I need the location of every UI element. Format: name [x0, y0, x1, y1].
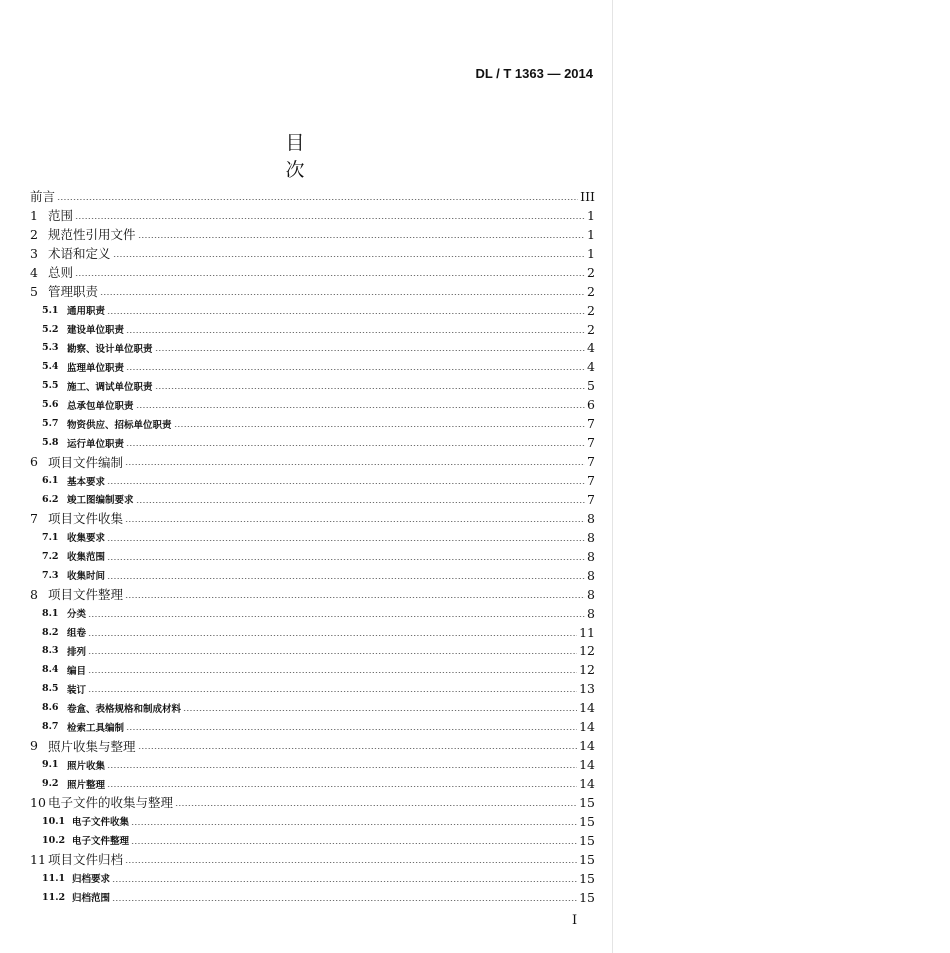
toc-dot-leader — [126, 369, 585, 370]
toc-dot-leader — [107, 559, 585, 560]
toc-entry-page: 7 — [587, 435, 595, 451]
toc-entry[interactable] — [30, 263, 595, 282]
toc-entry[interactable] — [30, 585, 595, 604]
toc-entry[interactable] — [30, 490, 595, 509]
toc-entry-label: 收集范围 — [67, 552, 106, 564]
toc-entry-page: 14 — [579, 776, 595, 792]
toc-entry-number: 1 — [30, 207, 38, 223]
toc-entry-page: 14 — [579, 757, 595, 773]
toc-entry[interactable] — [30, 357, 595, 376]
page-title: 目 次 — [285, 132, 335, 181]
toc-dot-leader — [138, 748, 578, 749]
toc-dot-leader — [88, 653, 577, 654]
toc-entry[interactable] — [30, 755, 595, 774]
toc-entry-label: 基本要求 — [67, 476, 106, 488]
toc-entry-page: 7 — [587, 454, 595, 470]
toc-entry-page: 8 — [587, 567, 595, 583]
toc-entry-label: 排列 — [67, 646, 87, 658]
toc-entry[interactable] — [30, 320, 595, 339]
blank-facing-page — [613, 0, 950, 953]
toc-entry-page: 14 — [579, 738, 595, 754]
toc-entry-label: 总则 — [48, 265, 74, 281]
toc-entry[interactable] — [30, 812, 595, 831]
toc-entry-page: 8 — [587, 548, 595, 564]
toc-entry-page: 1 — [587, 226, 595, 242]
toc-entry-label: 竣工图编制要求 — [67, 495, 134, 507]
toc-entry-page: 12 — [579, 643, 595, 659]
toc-entry-page: III — [580, 188, 595, 204]
toc-entry-number: 5.1 — [42, 304, 59, 316]
toc-entry-number: 8.6 — [42, 702, 59, 714]
toc-dot-leader — [155, 350, 586, 351]
toc-entry-page: 2 — [587, 302, 595, 318]
toc-entry-number: 7.2 — [42, 550, 59, 562]
toc-entry[interactable] — [30, 187, 595, 206]
page-number: I — [572, 913, 578, 928]
toc-entry-number: 8.4 — [42, 664, 59, 676]
toc-dot-leader — [112, 881, 577, 882]
toc-entry-number: 4 — [30, 264, 38, 280]
toc-entry-page: 15 — [579, 851, 595, 867]
toc-entry[interactable] — [30, 206, 595, 225]
toc-entry[interactable] — [30, 698, 595, 717]
toc-entry-number: 6.1 — [42, 475, 59, 487]
toc-dot-leader — [136, 502, 586, 503]
toc-entry-number: 7.3 — [42, 569, 59, 581]
table-of-contents — [30, 187, 595, 907]
toc-entry-label: 电子文件的收集与整理 — [48, 795, 174, 811]
toc-dot-leader — [107, 578, 585, 579]
toc-dot-leader — [88, 635, 577, 636]
toc-entry-label: 项目文件收集 — [48, 511, 124, 527]
toc-entry-label: 运行单位职责 — [67, 438, 125, 450]
toc-dot-leader — [131, 843, 577, 844]
toc-entry[interactable] — [30, 660, 595, 679]
toc-dot-leader — [88, 672, 577, 673]
toc-entry[interactable] — [30, 339, 595, 358]
toc-dot-leader — [113, 256, 586, 257]
toc-dot-leader — [126, 332, 585, 333]
toc-entry-label: 物资供应、招标单位职责 — [67, 419, 172, 431]
toc-entry-number: 5.6 — [42, 399, 59, 411]
toc-entry-label: 监理单位职责 — [67, 362, 125, 374]
toc-entry-label: 管理职责 — [48, 284, 99, 300]
toc-entry-number: 9 — [30, 738, 38, 754]
toc-entry-label: 装订 — [67, 684, 87, 696]
toc-entry-number: 10 — [30, 794, 46, 810]
toc-entry-label: 术语和定义 — [48, 246, 111, 262]
toc-entry-label: 组卷 — [67, 628, 87, 640]
toc-entry-page: 15 — [579, 813, 595, 829]
toc-entry-number: 8 — [30, 586, 38, 602]
toc-entry-page: 7 — [587, 473, 595, 489]
toc-entry-label: 分类 — [67, 609, 87, 621]
toc-dot-leader — [107, 786, 577, 787]
toc-dot-leader — [57, 199, 578, 200]
toc-entry[interactable] — [30, 566, 595, 585]
toc-entry-page: 7 — [587, 416, 595, 432]
toc-entry[interactable] — [30, 414, 595, 433]
toc-entry-page: 15 — [579, 889, 595, 905]
toc-entry-number: 7.1 — [42, 531, 59, 543]
toc-dot-leader — [131, 824, 577, 825]
toc-entry-label: 照片收集与整理 — [48, 738, 136, 754]
toc-dot-leader — [107, 483, 585, 484]
toc-entry-number: 8.2 — [42, 626, 59, 638]
toc-dot-leader — [100, 294, 585, 295]
toc-dot-leader — [88, 616, 585, 617]
toc-entry[interactable] — [30, 774, 595, 793]
toc-entry-page: 8 — [587, 586, 595, 602]
toc-entry[interactable] — [30, 623, 595, 642]
toc-entry[interactable] — [30, 793, 595, 812]
toc-entry-page: 2 — [587, 264, 595, 280]
toc-entry-page: 2 — [587, 321, 595, 337]
toc-entry-number: 10.2 — [42, 834, 66, 846]
toc-dot-leader — [183, 710, 577, 711]
toc-entry-number: 5.8 — [42, 437, 59, 449]
toc-entry-page: 14 — [579, 700, 595, 716]
toc-entry-label: 勘察、设计单位职责 — [67, 343, 153, 355]
toc-entry-number: 8.7 — [42, 721, 59, 733]
toc-entry[interactable] — [30, 244, 595, 263]
toc-entry-page: 8 — [587, 605, 595, 621]
toc-entry[interactable] — [30, 642, 595, 661]
toc-entry-number: 2 — [30, 226, 38, 242]
toc-entry[interactable] — [30, 225, 595, 244]
toc-dot-leader — [125, 597, 585, 598]
toc-entry-label: 电子文件收集 — [72, 817, 130, 829]
toc-entry-label: 收集时间 — [67, 571, 106, 583]
toc-entry[interactable] — [30, 509, 595, 528]
toc-entry-page: 15 — [579, 870, 595, 886]
toc-dot-leader — [107, 313, 585, 314]
toc-entry-page: 4 — [587, 340, 595, 356]
toc-entry-page: 11 — [579, 624, 595, 640]
toc-entry[interactable] — [30, 888, 595, 907]
toc-entry-label: 照片收集 — [67, 760, 106, 772]
toc-entry[interactable] — [30, 395, 595, 414]
toc-entry[interactable] — [30, 528, 595, 547]
toc-entry-page: 6 — [587, 397, 595, 413]
toc-entry-page: 14 — [579, 719, 595, 735]
toc-dot-leader — [138, 237, 586, 238]
toc-dot-leader — [125, 464, 585, 465]
toc-dot-leader — [125, 862, 577, 863]
toc-entry[interactable] — [30, 282, 595, 301]
toc-dot-leader — [75, 275, 585, 276]
toc-dot-leader — [107, 767, 577, 768]
toc-entry-label: 通用职责 — [67, 306, 106, 318]
toc-entry-label: 卷盒、表格规格和制成材料 — [67, 703, 182, 715]
toc-entry-page: 4 — [587, 359, 595, 375]
toc-entry-label: 项目文件编制 — [48, 454, 124, 470]
toc-entry-label: 前言 — [30, 189, 56, 205]
toc-entry-number: 9.2 — [42, 778, 59, 790]
toc-dot-leader — [126, 729, 577, 730]
toc-entry-number: 5.3 — [42, 342, 59, 354]
toc-entry-page: 8 — [587, 510, 595, 526]
toc-dot-leader — [125, 521, 585, 522]
toc-entry[interactable] — [30, 736, 595, 755]
toc-entry-page: 12 — [579, 662, 595, 678]
toc-entry-number: 8.5 — [42, 683, 59, 695]
toc-entry-label: 收集要求 — [67, 533, 106, 545]
toc-entry-page: 5 — [587, 378, 595, 394]
toc-entry-number: 9.1 — [42, 759, 59, 771]
toc-entry-label: 检索工具编制 — [67, 722, 125, 734]
toc-entry[interactable] — [30, 679, 595, 698]
toc-entry-label: 照片整理 — [67, 779, 106, 791]
toc-dot-leader — [174, 426, 586, 427]
toc-entry-number: 5.5 — [42, 380, 59, 392]
toc-dot-leader — [88, 691, 577, 692]
toc-entry-number: 11.2 — [42, 891, 66, 903]
toc-dot-leader — [126, 445, 585, 446]
toc-entry-label: 归档范围 — [72, 893, 111, 905]
toc-entry-label: 编目 — [67, 665, 87, 677]
toc-dot-leader — [75, 218, 585, 219]
toc-entry-page: 13 — [579, 681, 595, 697]
toc-entry-page: 2 — [587, 283, 595, 299]
toc-entry-number: 6 — [30, 454, 38, 470]
toc-entry[interactable] — [30, 433, 595, 452]
toc-entry[interactable] — [30, 376, 595, 395]
toc-entry-label: 施工、调试单位职责 — [67, 381, 153, 393]
toc-entry-number: 6.2 — [42, 493, 59, 505]
toc-dot-leader — [175, 805, 577, 806]
toc-entry-label: 归档要求 — [72, 874, 111, 886]
toc-entry[interactable] — [30, 301, 595, 320]
toc-entry-label: 总承包单位职责 — [67, 400, 134, 412]
toc-dot-leader — [107, 540, 585, 541]
toc-entry-page: 15 — [579, 794, 595, 810]
toc-entry-number: 11.1 — [42, 872, 66, 884]
toc-entry-page: 15 — [579, 832, 595, 848]
toc-entry-label: 项目文件归档 — [48, 852, 124, 868]
toc-entry-number: 8.3 — [42, 645, 59, 657]
toc-entry-number: 3 — [30, 245, 38, 261]
toc-entry-page: 8 — [587, 529, 595, 545]
toc-entry-label: 范围 — [48, 208, 74, 224]
toc-entry-number: 8.1 — [42, 607, 59, 619]
toc-entry-page: 1 — [587, 245, 595, 261]
toc-entry-label: 项目文件整理 — [48, 587, 124, 603]
toc-entry-page: 7 — [587, 491, 595, 507]
toc-entry[interactable] — [30, 831, 595, 850]
toc-entry[interactable] — [30, 547, 595, 566]
toc-dot-leader — [112, 900, 577, 901]
toc-entry-number: 10.1 — [42, 815, 66, 827]
toc-entry-number: 5.2 — [42, 323, 59, 335]
toc-entry-label: 规范性引用文件 — [48, 227, 136, 243]
toc-entry-number: 11 — [30, 851, 46, 867]
toc-entry-number: 7 — [30, 510, 38, 526]
standard-code: DL / T 1363 — 2014 — [475, 66, 593, 81]
toc-entry[interactable] — [30, 604, 595, 623]
toc-entry-label: 电子文件整理 — [72, 836, 130, 848]
toc-entry-number: 5.7 — [42, 418, 59, 430]
toc-entry[interactable] — [30, 850, 595, 869]
toc-entry[interactable] — [30, 869, 595, 888]
toc-dot-leader — [136, 407, 586, 408]
toc-entry-number: 5.4 — [42, 361, 59, 373]
toc-dot-leader — [155, 388, 586, 389]
toc-entry-page: 1 — [587, 207, 595, 223]
toc-entry[interactable] — [30, 452, 595, 471]
toc-entry-number: 5 — [30, 283, 38, 299]
toc-entry[interactable] — [30, 471, 595, 490]
toc-entry[interactable] — [30, 717, 595, 736]
toc-entry-label: 建设单位职责 — [67, 325, 125, 337]
